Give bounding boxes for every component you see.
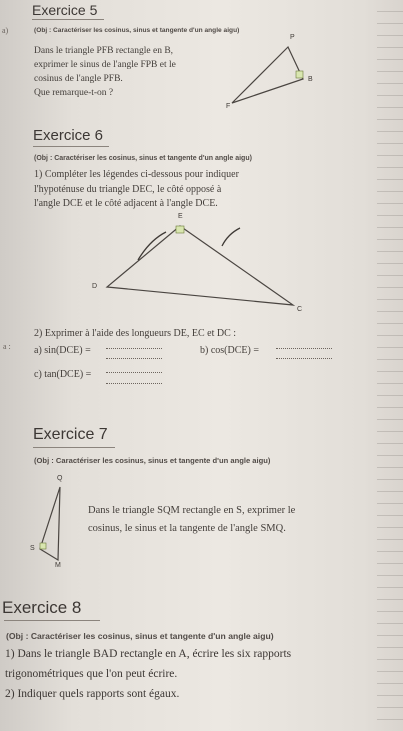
exercise-6-q1-line: l'angle DCE et le côté adjacent à l'angle DCE. — [34, 198, 218, 209]
exercise-7-objective: (Obj : Caractériser les cosinus, sinus et tangente d'un angle aigu) — [34, 456, 271, 465]
right-angle-mark-s — [40, 543, 46, 549]
exercise-6-q1-line: l'hypoténuse du triangle DEC, le côté opposé à — [34, 184, 222, 195]
margin-note: a : — [3, 342, 11, 351]
exercise-5-line: exprimer le sinus de l'angle FPB et le — [34, 60, 176, 70]
exercise-8-underline — [4, 620, 100, 621]
exercise-5-line: cosinus de l'angle PFB. — [34, 74, 123, 84]
cos-dce-prompt: b) cos(DCE) = — [200, 345, 259, 356]
exercise-5-title: Exercice 5 — [32, 2, 98, 18]
point-label-q: Q — [57, 475, 63, 482]
exercise-7-title: Exercice 7 — [33, 426, 108, 443]
tan-dce-prompt: c) tan(DCE) = — [34, 369, 92, 380]
exercise-5-part-label: a) — [2, 26, 9, 35]
exercise-8-line: 1) Dans le triangle BAD rectangle en A, écrire les six rapports — [5, 648, 292, 660]
point-label-p: P — [290, 34, 295, 41]
point-label-d: D — [92, 283, 98, 290]
exercise-8-line: trigonométriques que l'on peut écrire. — [5, 668, 178, 680]
exercise-5-objective: (Obj : Caractériser les cosinus, sinus et tangente d'un angle aigu) — [34, 27, 240, 34]
point-label-e: E — [178, 213, 183, 220]
exercise-7-line: cosinus, le sinus et la tangente de l'angle SMQ. — [88, 523, 286, 534]
exercise-6-q1-line: 1) Compléter les légendes ci-dessous pour indiquer — [34, 169, 239, 180]
exercise-5-line: Que remarque-t-on ? — [34, 88, 114, 98]
exercise-5-line: Dans le triangle PFB rectangle en B, — [34, 46, 174, 56]
exercise-8-title: Exercice 8 — [2, 598, 82, 617]
sin-dce-prompt: a) sin(DCE) = — [34, 345, 91, 356]
point-label-s: S — [30, 545, 35, 552]
exercise-8-objective: (Obj : Caractériser les cosinus, sinus et tangente d'un angle aigu) — [6, 631, 274, 641]
point-label-c: C — [297, 306, 303, 313]
exercise-6-question-2: 2) Exprimer à l'aide des longueurs DE, EC et DC : — [34, 328, 237, 339]
point-label-f: F — [226, 103, 231, 110]
point-label-m: M — [55, 562, 61, 569]
exercise-7-line: Dans le triangle SQM rectangle en S, exprimer le — [88, 505, 296, 516]
exercise-6-objective: (Obj : Caractériser les cosinus, sinus et tangente d'un angle aigu) — [34, 155, 252, 162]
exercise-8-line: 2) Indiquer quels rapports sont égaux. — [5, 688, 180, 700]
point-label-b: B — [308, 76, 313, 83]
exercise-6-title: Exercice 6 — [33, 127, 104, 144]
